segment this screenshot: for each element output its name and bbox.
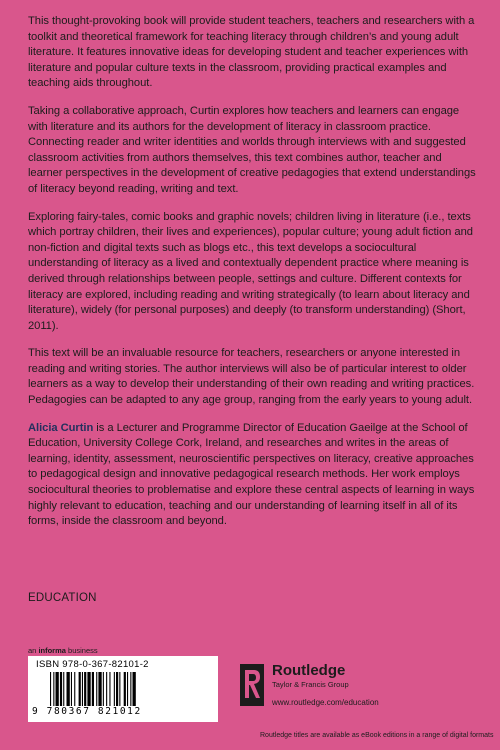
publisher-url: www.routledge.com/education [272, 698, 379, 707]
subject-category: EDUCATION [28, 592, 97, 604]
publisher-group: Taylor & Francis Group [272, 680, 349, 689]
blurb-paragraph-4: This text will be an invaluable resource for teachers, researchers or anyone interested in reading and writing stories. The author interviews will also be of particular interest to older learners as a way to develop their understanding of their own reading and writing practices. Pedagogies can be adapted to any age group, ranging from the early years to young adult. [28, 347, 475, 407]
blurb-paragraph-2: Taking a collaborative approach, Curtin explores how teachers and learners can engage with literature and its authors for the development of literacy in classroom practice. Connecting reader and writer identities and worlds through interviews with and suggested classroom activities from authors themselves, this text combines author, teacher and learner perspectives in the development of creative pedagogies that extend understandings of literacy beyond reading, writing and text. [28, 104, 476, 195]
publisher-block [240, 662, 480, 722]
informa-prefix: an [28, 646, 39, 655]
routledge-logo-icon [240, 664, 264, 706]
informa-business-line [28, 646, 98, 655]
barcode-bars [50, 672, 210, 706]
barcode-box [28, 656, 218, 722]
author-name: Alicia Curtin [28, 421, 94, 434]
author-bio [28, 421, 478, 530]
back-cover-text [28, 14, 478, 542]
author-bio-text: is a Lecturer and Programme Director of Education Gaeilge at the School of Education, University College Cork, Ireland, and researches and writes in the areas of learning, identity, assessment, neuroscientific perspectives on literacy, creative approaches to pedagogical design and innovative pedagogical research methods. Her work employs sociocultural theories to problematise and explore these central aspects of learning in ways highly relevant to education, teaching and our understanding of learning itself in all of its forms, inside the classroom and beyond. [28, 421, 475, 528]
blurb-paragraph-3: Exploring fairy-tales, comic books and graphic novels; children living in literature (i.e., texts which portray children, their lives and experiences), popular culture; young adult fiction and non-fiction and digital texts such as blogs etc., this text develops a sociocultural understanding of literacy as a lived and contextually dependent practice where meaning is derived through relationships between people, settings and culture. Different contexts for literacy are explored, including reading and writing strategically (to learn about literacy and literature), widely (for personal purposes) and deeply (to transform understanding) (Short, 2011). [28, 210, 473, 332]
barcode-digits: 9 780367 821012 [32, 706, 142, 717]
isbn-label: ISBN 978-0-367-82101-2 [36, 659, 149, 670]
informa-suffix: business [65, 646, 98, 655]
informa-brand: informa [38, 646, 66, 655]
publisher-name: Routledge [272, 662, 346, 679]
blurb-paragraph-1: This thought-provoking book will provide student teachers, teachers and researchers with a toolkit and theoretical framework for teaching literacy through children’s and young adult literature. It features innovative ideas for developing student and teacher experiences with literature and popular culture texts in the classroom, providing practical examples and teaching aids throughout. [28, 15, 475, 90]
ebook-note: Routledge titles are available as eBook editions in a range of digital formats [260, 732, 494, 739]
